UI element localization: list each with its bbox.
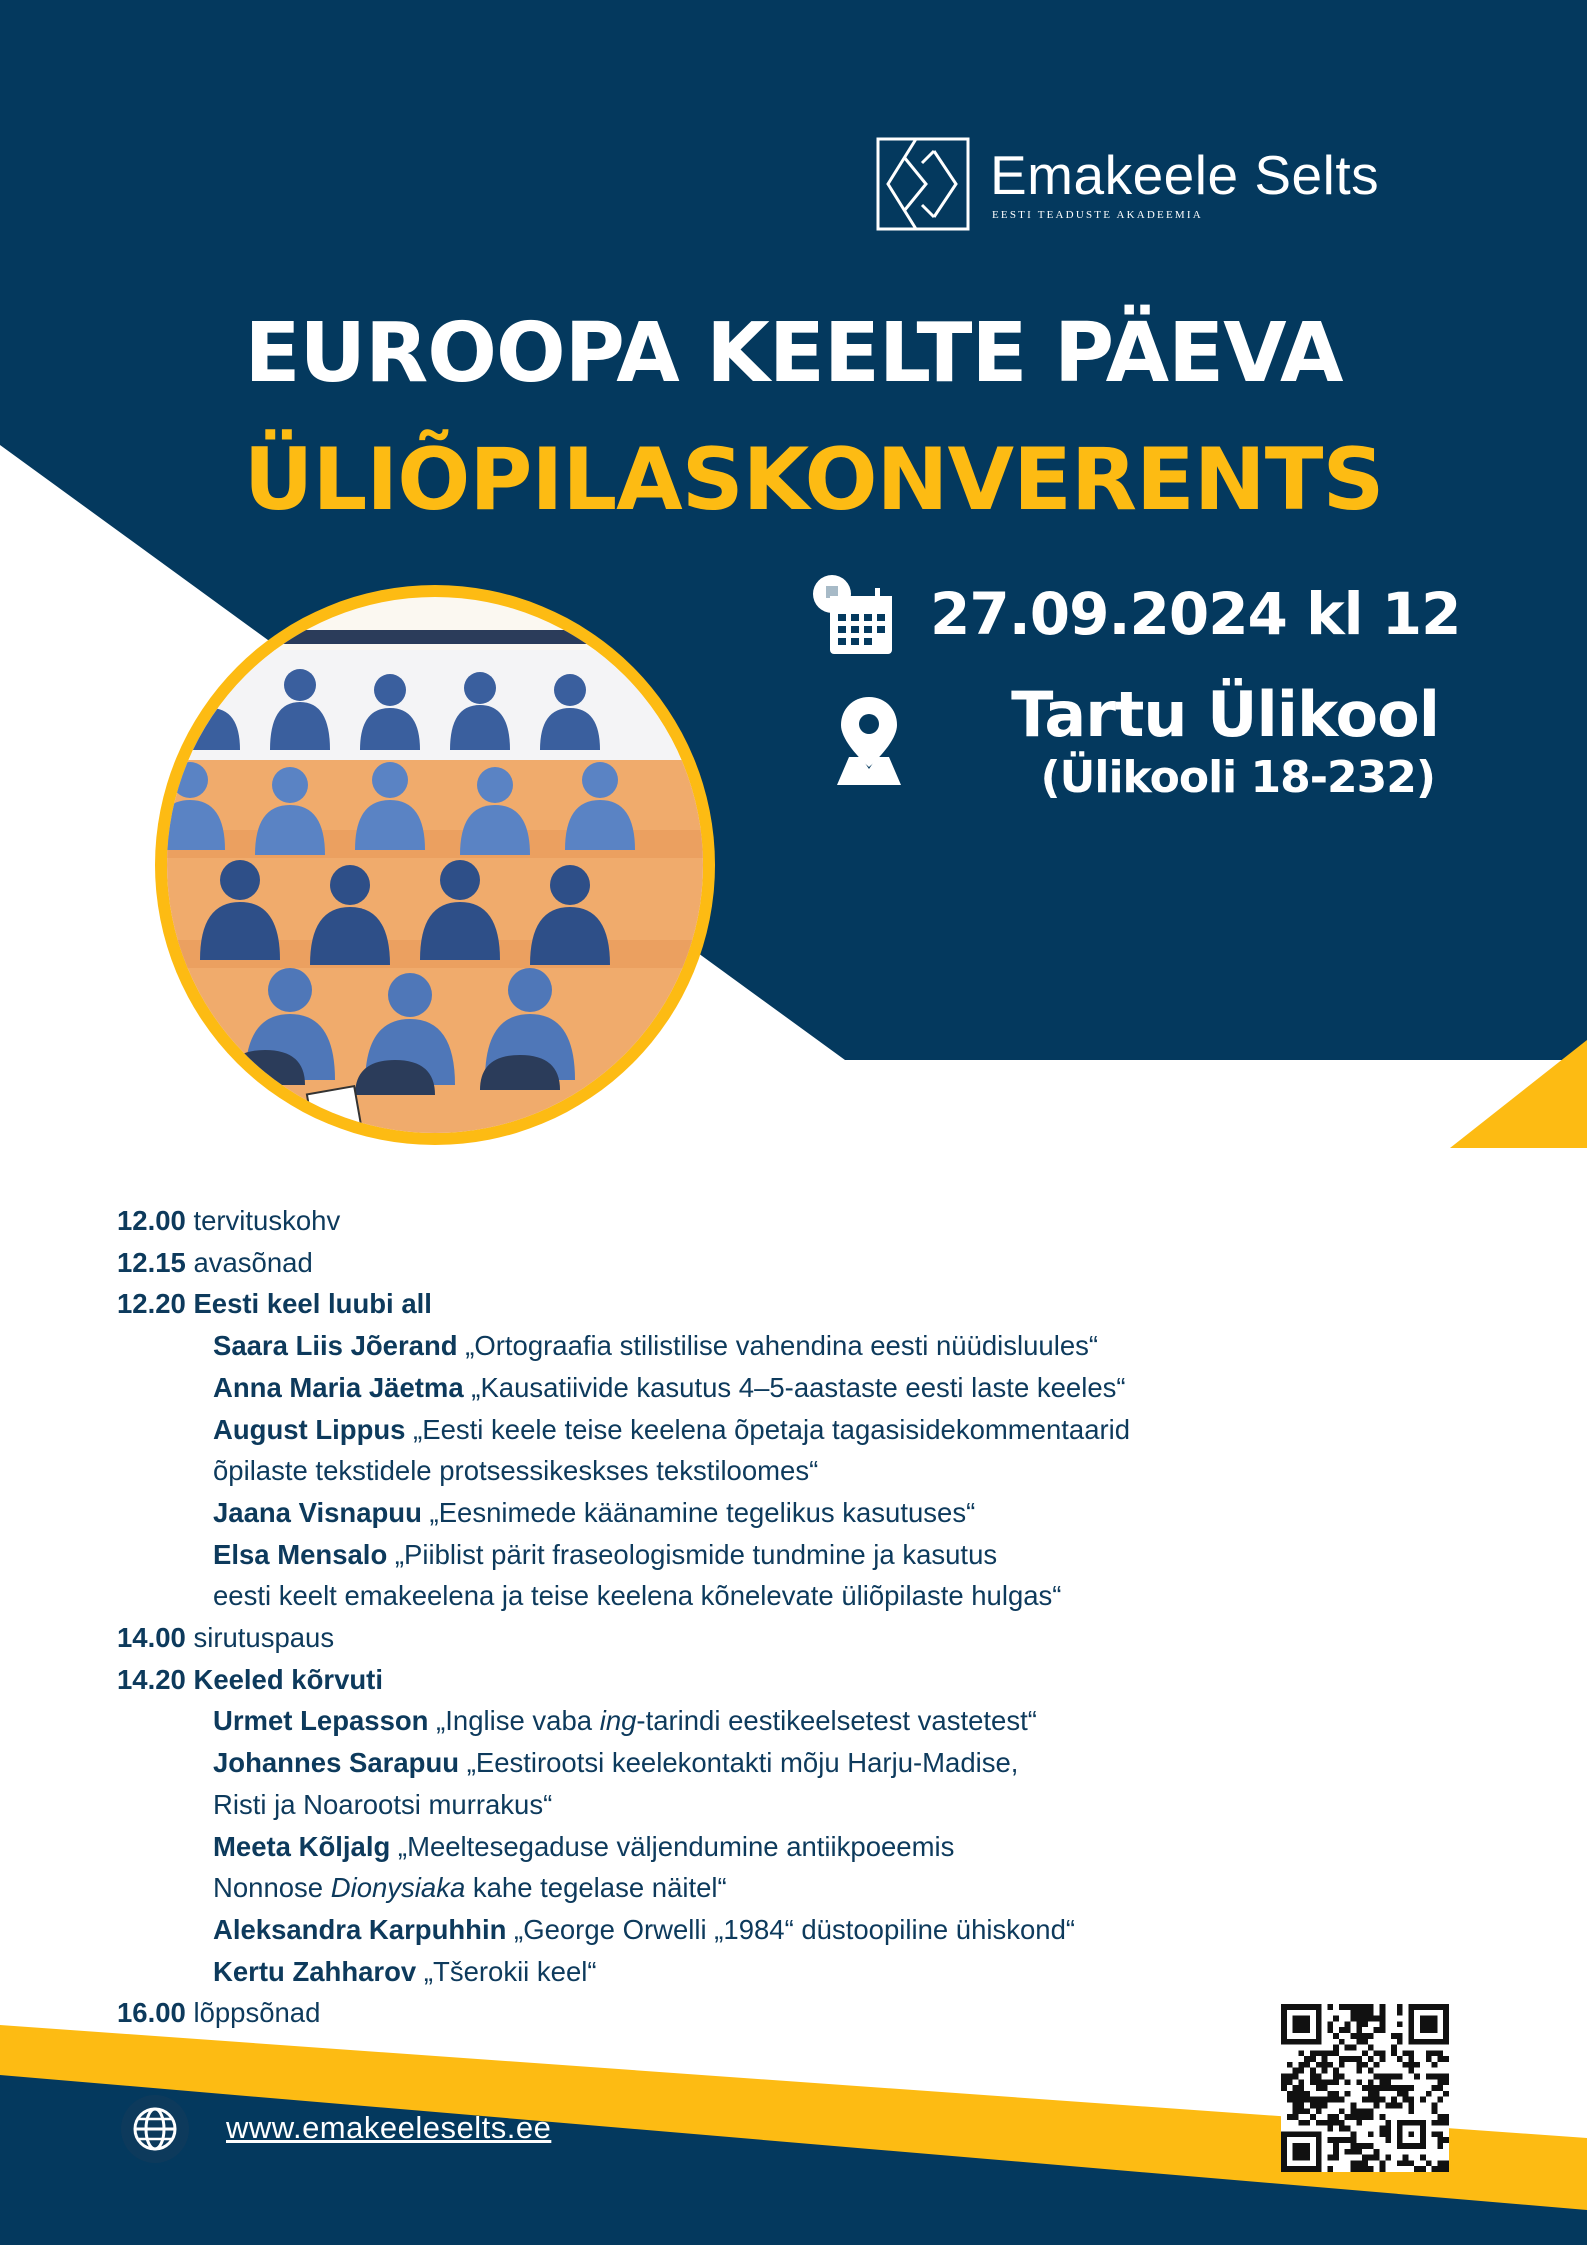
program-item — [117, 1242, 1130, 1284]
talk-title: eesti keelt emakeelena ja teise keelena kõnelevate üliõpilaste hulgas“ — [213, 1580, 1062, 1612]
speaker-name: Elsa Mensalo — [213, 1538, 388, 1570]
logo-subtitle: EESTI TEADUSTE AKADEEMIA — [992, 208, 1203, 221]
program-time: 12.00 — [117, 1205, 186, 1236]
talk-title: -tarindi eestikeelsetest vastetest“ — [636, 1705, 1037, 1737]
talk-title: „Inglise vaba — [436, 1705, 600, 1737]
title-line-2: ÜLIÕPILASKONVERENTS — [243, 430, 1384, 530]
talk-title: „Piiblist pärit fraseologismide tundmine ja kasutus — [394, 1538, 998, 1570]
talk-title: „Kausatiivide kasutus 4–5-aastaste eesti laste keeles“ — [471, 1371, 1126, 1403]
program-text: lõppsõnad — [193, 1997, 321, 2029]
talk-item — [117, 1534, 1130, 1576]
location-pin-icon — [835, 695, 903, 787]
talk-item — [117, 1826, 1130, 1868]
audience-illustration — [150, 580, 720, 1150]
talk-item — [117, 1325, 1130, 1367]
event-datetime: 27.09.2024 kl 12 — [930, 580, 1461, 648]
talk-item — [117, 1742, 1130, 1784]
date-row — [812, 572, 1460, 656]
talk-item — [117, 1492, 1130, 1534]
speaker-name: Meeta Kõljalg — [213, 1830, 391, 1862]
talk-title-italic: Dionysiaka — [330, 1872, 466, 1904]
talk-title: Nonnose — [213, 1872, 331, 1904]
program-item — [117, 1617, 1130, 1659]
emakeele-selts-logo-icon — [876, 137, 970, 231]
program-time: 12.15 — [117, 1246, 186, 1278]
talk-title-continued — [117, 1450, 1130, 1492]
speaker-name: Kertu Zahharov — [213, 1955, 417, 1987]
talk-title: „Eesti keele teise keelena õpetaja tagasisidekommentaarid — [413, 1413, 1131, 1445]
talk-title-continued — [117, 1784, 1130, 1826]
program-session — [117, 1283, 1130, 1325]
program-list — [117, 1200, 1130, 2034]
program-time: 12.20 — [117, 1288, 186, 1320]
talk-title: „Eestirootsi keelekontakti mõju Harju-Madise, — [466, 1747, 1019, 1779]
website-link[interactable]: www.emakeeleselts.ee — [226, 2110, 552, 2145]
program-text: sirutuspaus — [193, 1622, 335, 1654]
talk-title: „Tšerokii keel“ — [423, 1955, 597, 1987]
talk-title: „Eesnimede käänamine tegelikus kasutuses“ — [429, 1496, 976, 1528]
speaker-name: Aleksandra Karpuhhin — [213, 1913, 507, 1945]
talk-item — [117, 1367, 1130, 1409]
title-line-1: EUROOPA KEELTE PÄEVA — [244, 306, 1343, 401]
speaker-name: Johannes Sarapuu — [213, 1747, 460, 1779]
talk-title: „Meeltesegaduse väljendumine antiikpoeemis — [397, 1830, 955, 1862]
program-text: tervituskohv — [193, 1205, 341, 1236]
talk-item — [117, 1909, 1130, 1951]
talk-title: õpilaste tekstidele protsessikeskses tekstiloomes“ — [213, 1455, 819, 1487]
globe-icon — [120, 2094, 190, 2164]
logo-name: Emakeele Selts — [990, 143, 1380, 206]
talk-title: kahe tegelase näitel“ — [465, 1872, 727, 1904]
qr-code[interactable] — [1281, 2004, 1449, 2172]
program-time: 14.00 — [117, 1622, 186, 1654]
session-title: Keeled kõrvuti — [193, 1663, 383, 1695]
session-title: Eesti keel luubi all — [193, 1288, 432, 1320]
talk-title-continued — [117, 1867, 1130, 1909]
program-time: 14.20 — [117, 1663, 186, 1695]
talk-title-italic: ing — [599, 1705, 637, 1737]
event-address: (Ülikooli 18-232) — [1040, 752, 1435, 803]
talk-title-continued — [117, 1575, 1130, 1617]
speaker-name: Urmet Lepasson — [213, 1705, 429, 1737]
speaker-name: August Lippus — [213, 1413, 406, 1445]
talk-title: Risti ja Noarootsi murrakus“ — [213, 1788, 553, 1820]
program-text: avasõnad — [193, 1246, 313, 1278]
logo — [876, 136, 1379, 232]
talk-item — [117, 1409, 1130, 1451]
talk-title: „George Orwelli „1984“ düstoopiline ühiskond“ — [514, 1913, 1076, 1945]
calendar-icon — [812, 572, 894, 656]
speaker-name: Jaana Visnapuu — [213, 1496, 422, 1528]
event-place: Tartu Ülikool — [1011, 678, 1439, 751]
speaker-name: Saara Liis Jõerand — [213, 1330, 458, 1362]
program-item — [117, 1200, 1130, 1242]
talk-item — [117, 1951, 1130, 1993]
speaker-name: Anna Maria Jäetma — [213, 1371, 464, 1403]
talk-title: „Ortograafia stilistilise vahendina eesti nüüdisluules“ — [465, 1330, 1099, 1362]
program-session — [117, 1659, 1130, 1701]
talk-item — [117, 1700, 1130, 1742]
program-time: 16.00 — [117, 1997, 186, 2029]
program-item — [117, 1992, 1130, 2034]
